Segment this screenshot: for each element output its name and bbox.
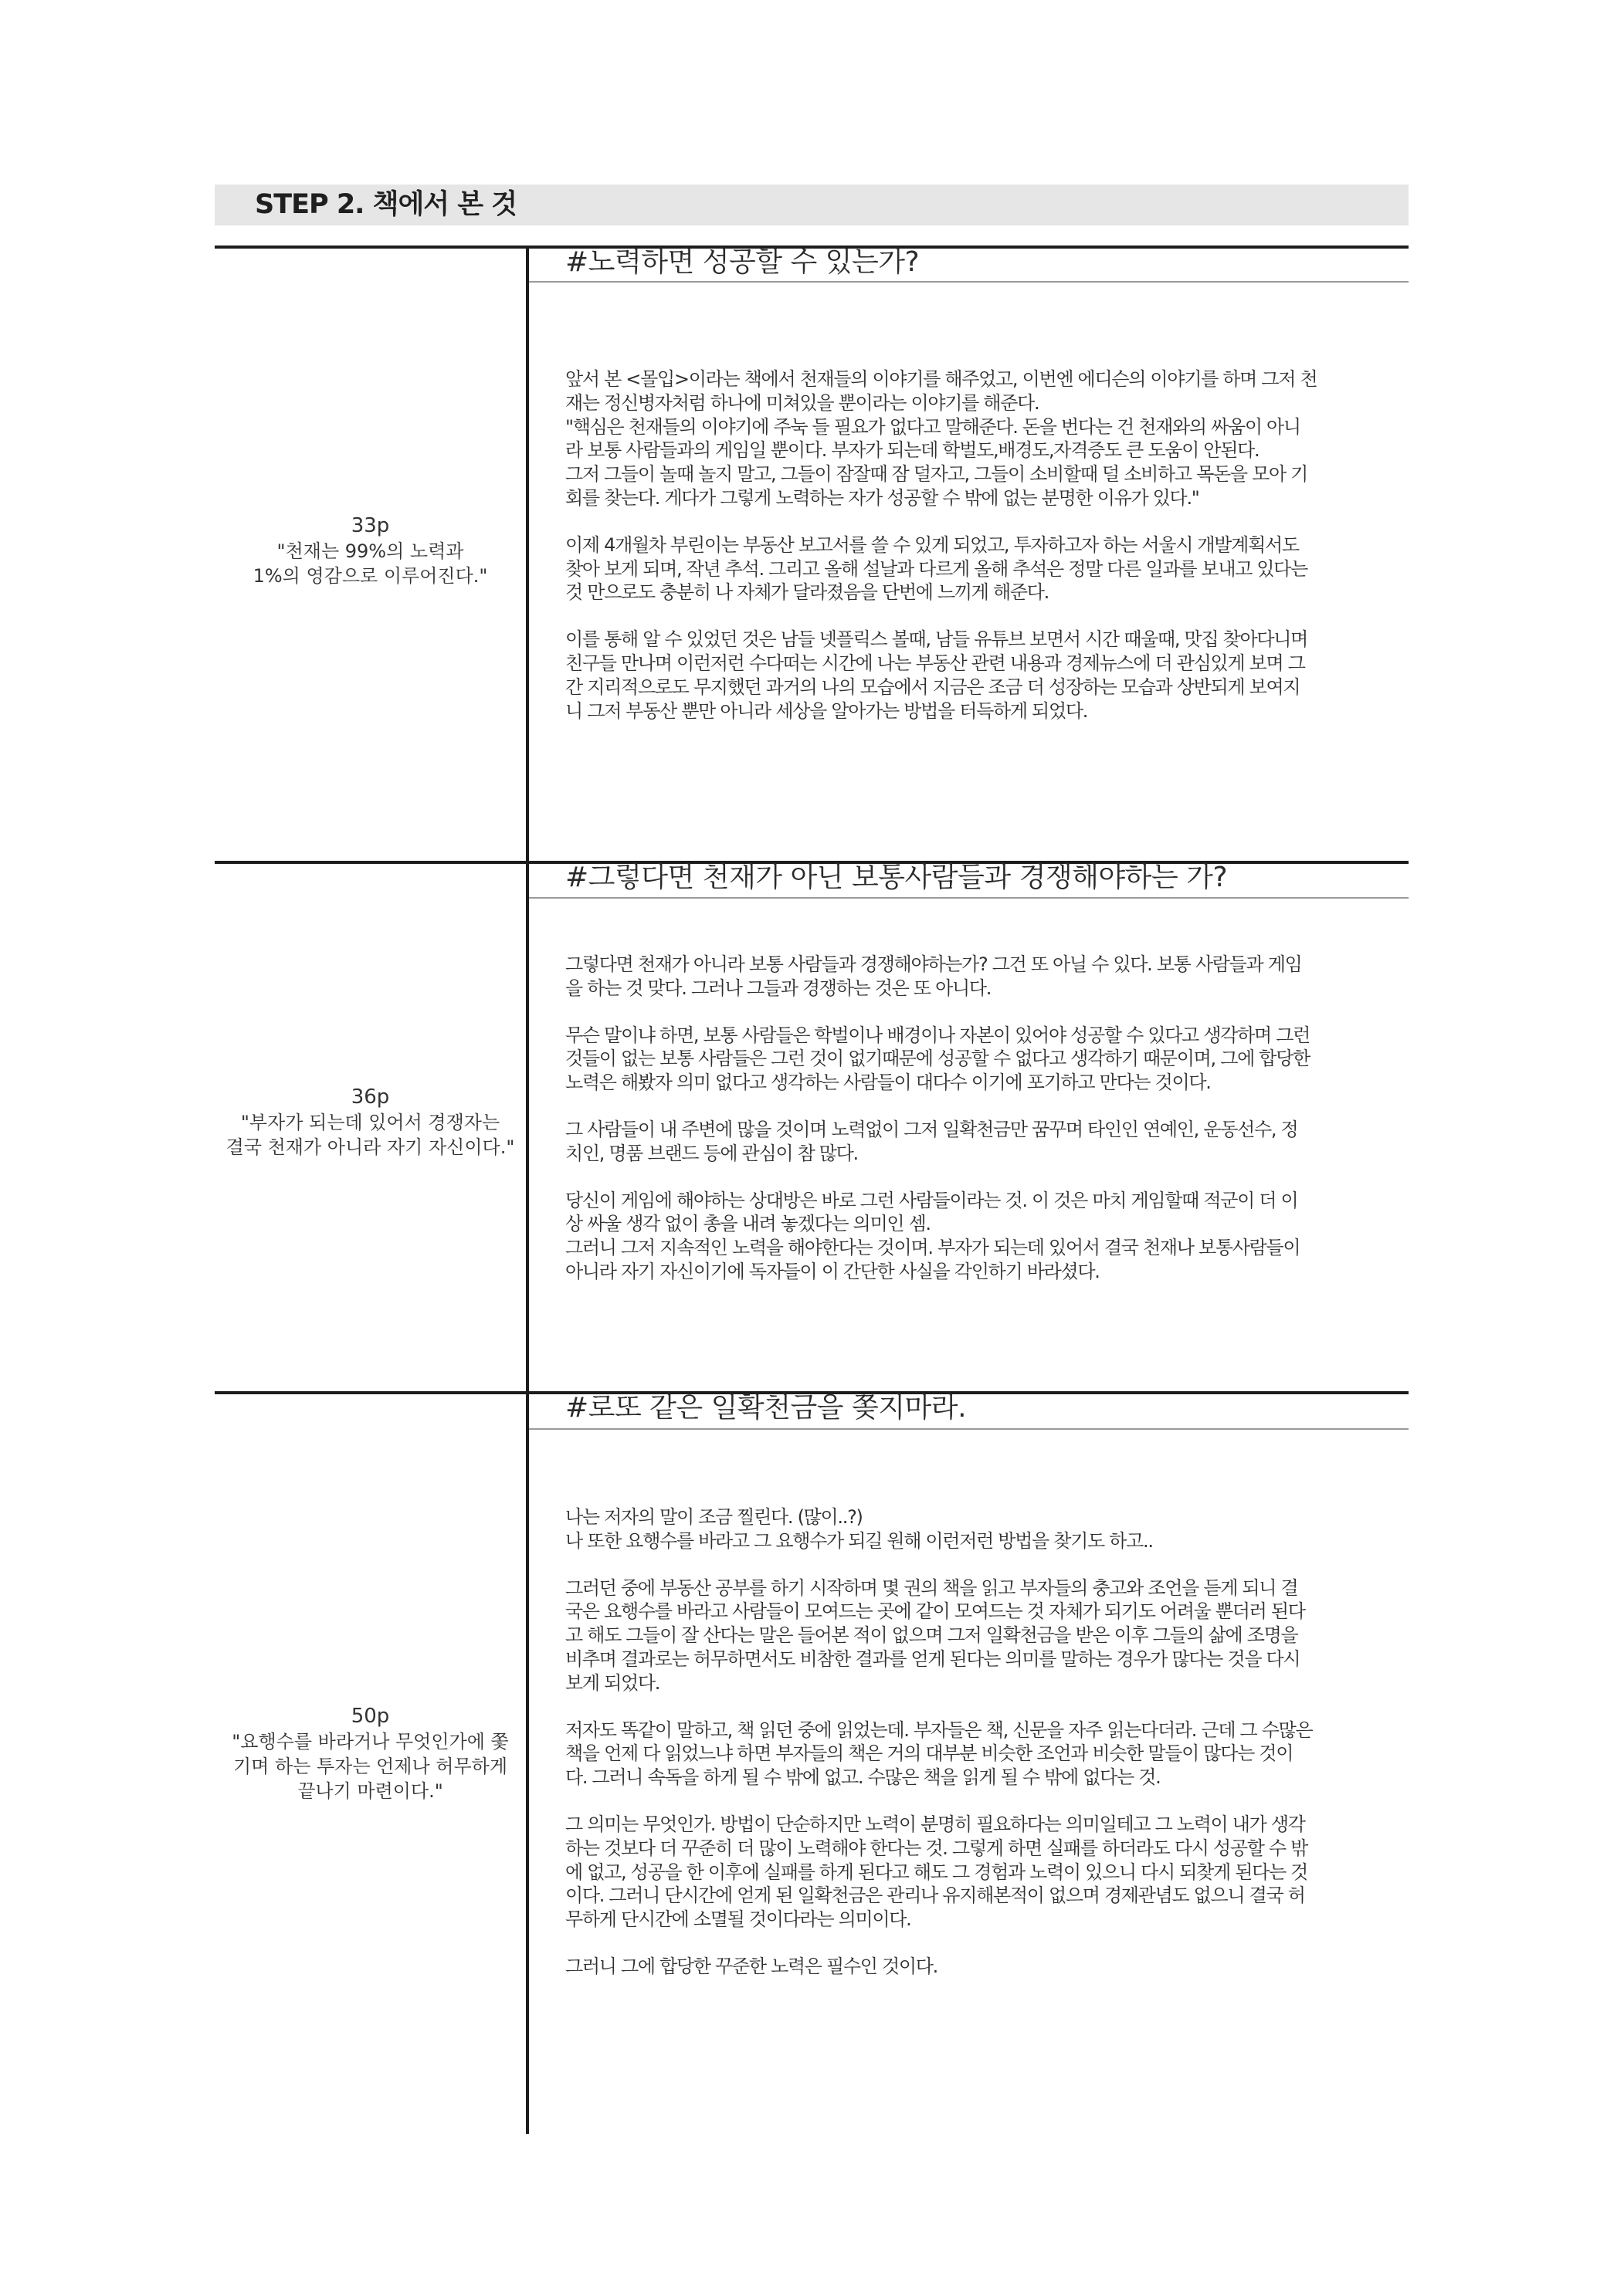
body-line: 그렇다면 천재가 아니라 보통 사람들과 경쟁해야하는가? 그건 또 아닐 수 있다. 보통 사람들과 게임 [565, 953, 1302, 975]
section-body [565, 367, 1415, 723]
body-line: 앞서 본 <몰입>이라는 책에서 천재들의 이야기를 해주었고, 이번엔 에디슨의 이야기를 하며 그저 천 [565, 368, 1317, 390]
body-line: 을 하는 것 맞다. 그러나 그들과 경쟁하는 것은 또 아니다. [565, 977, 992, 999]
quote-cell [215, 513, 526, 588]
body-line: 그 의미는 무엇인가. 방법이 단순하지만 노력이 분명히 필요하다는 의미일테고 그 노력이 내가 생각 [565, 1813, 1305, 1835]
quote-line: "요행수를 바라거나 무엇인가에 쫓 [232, 1731, 509, 1752]
body-line: 그러니 그저 지속적인 노력을 해야한다는 것이며. 부자가 되는데 있어서 결국 천재나 보통사람들이 [565, 1237, 1300, 1259]
body-line: 당신이 게임에 해야하는 상대방은 바로 그런 사람들이라는 것. 이 것은 마치 게임할때 적군이 더 이 [565, 1189, 1298, 1211]
body-line: 고 해도 그들이 잘 산다는 말은 들어본 적이 없으며 그저 일확천금을 받은 이후 그들의 삶에 조명을 [565, 1624, 1298, 1647]
body-line: 나는 저자의 말이 조금 찔린다. (많이..?) [565, 1506, 863, 1528]
paragraph [565, 1813, 1415, 1932]
body-line: 것 만으로도 충분히 나 자체가 달라졌음을 단번에 느끼게 해준다. [565, 581, 1049, 604]
page-reference: 33p [351, 514, 390, 537]
column-divider-2 [526, 861, 529, 1394]
section-1-heading-rule [529, 281, 1409, 283]
section-heading: #로또 같은 일확천금을 쫒지마라. [565, 1392, 967, 1424]
body-line: 책을 언제 다 읽었느냐 하면 부자들의 책은 거의 대부분 비슷한 조언과 비슷한 말들이 많다는 것이 [565, 1742, 1293, 1765]
section-3-heading-rule [529, 1428, 1409, 1430]
body-line: 이를 통해 알 수 있었던 것은 남들 넷플릭스 볼때, 남들 유튜브 보면서 시간 때울때, 맛집 찾아다니며 [565, 628, 1308, 651]
body-line [565, 1553, 1415, 1576]
body-line: 찾아 보게 되며, 작년 추석. 그리고 올해 설날과 다르게 올해 추석은 정말 다른 일과를 보내고 있다는 [565, 557, 1308, 580]
body-line: 그러니 그에 합당한 꾸준한 노력은 필수인 것이다. [565, 1955, 937, 1977]
body-line: 무하게 단시간에 소멸될 것이다라는 의미이다. [565, 1908, 911, 1931]
body-line: 이제 4개월차 부린이는 부동산 보고서를 쓸 수 있게 되었고, 투자하고자 하는 서울시 개발계획서도 [565, 533, 1299, 556]
step-title: STEP 2. 책에서 본 것 [215, 185, 1409, 225]
body-line: 그저 그들이 놀때 놀지 말고, 그들이 잠잘때 잠 덜자고, 그들이 소비할때 덜 소비하고 목돈을 모아 기 [565, 463, 1308, 486]
body-line: 노력은 해봤자 의미 없다고 생각하는 사람들이 대다수 이기에 포기하고 만다는 것이다. [565, 1072, 1211, 1094]
body-line: 재는 정신병자처럼 하나에 미쳐있을 뿐이라는 이야기를 해준다. [565, 391, 1039, 414]
paragraph [565, 533, 1415, 604]
quote-line: 1%의 영감으로 이루어진다." [253, 565, 488, 587]
body-line: 나 또한 요행수를 바라고 그 요행수가 되길 원해 이런저런 방법을 찾기도 하고.. [565, 1529, 1153, 1552]
body-line: 비추며 결과로는 허무하면서도 비참한 결과를 얻게 된다는 의미를 말하는 경우가 많다는 것을 다시 [565, 1647, 1300, 1670]
quote-line: "부자가 되는데 있어서 경쟁자는 [240, 1112, 500, 1133]
body-line: 친구들 만나며 이런저런 수다떠는 시간에 나는 부동산 관련 내용과 경제뉴스에 더 관심있게 보며 그 [565, 652, 1305, 674]
body-line: 에 없고, 성공을 한 이후에 실패를 하게 된다고 해도 그 경험과 노력이 있으니 다시 되찾게 된다는 것 [565, 1861, 1308, 1883]
body-line: 라 보통 사람들과의 게임일 뿐이다. 부자가 되는데 학벌도,배경도,자격증도 큰 도움이 안된다. [565, 439, 1260, 462]
quote-cell [215, 1703, 526, 1803]
section-body [565, 1505, 1415, 1979]
body-line: 회를 찾는다. 게다가 그렇게 노력하는 자가 성공할 수 밖에 없는 분명한 이유가 있다." [565, 486, 1199, 509]
body-line: 보게 되었다. [565, 1671, 660, 1694]
body-line: 상 싸울 생각 없이 총을 내려 놓겠다는 의미인 셈. [565, 1213, 931, 1235]
body-line: 치인, 명품 브랜드 등에 관심이 참 많다. [565, 1142, 858, 1164]
quote-line: "천재는 99%의 노력과 [276, 540, 464, 562]
body-line: "핵심은 천재들의 이야기에 주눅 들 필요가 없다고 말해준다. 돈을 번다는 건 천재와의 싸움이 아니 [565, 415, 1300, 438]
paragraph [565, 1719, 1415, 1790]
quote-line: 기며 하는 투자는 언제나 허무하게 [232, 1756, 508, 1777]
body-line: 간 지리적으로도 무지했던 과거의 나의 모습에서 지금은 조금 더 성장하는 모습과 상반되게 보여지 [565, 676, 1300, 698]
section-heading: #그렇다면 천재가 아닌 보통사람들과 경쟁해야하는 가? [565, 862, 1228, 893]
body-line: 다. 그러니 속독을 하게 될 수 밖에 없고. 수많은 책을 읽게 될 수 밖에 없다는 것. [565, 1766, 1161, 1789]
body-line: 하는 것보다 더 꾸준히 더 많이 노력해야 한다는 것. 그렇게 하면 실패를 하더라도 다시 성공할 수 밖 [565, 1837, 1308, 1859]
paragraph [565, 953, 1415, 1001]
paragraph [565, 628, 1415, 723]
quote-line: 끝나기 마련이다." [297, 1780, 443, 1802]
body-line: 그러던 중에 부동산 공부를 하기 시작하며 몇 권의 책을 읽고 부자들의 충고와 조언을 듣게 되니 결 [565, 1576, 1298, 1599]
quote-cell [215, 1084, 526, 1160]
section-body [565, 953, 1415, 1284]
section-heading: #노력하면 성공할 수 있는가? [565, 246, 920, 278]
section-2-heading-rule [529, 897, 1409, 899]
body-line: 아니라 자기 자신이기에 독자들이 이 간단한 사실을 각인하기 바라셨다. [565, 1260, 1100, 1282]
body-line: 것들이 없는 보통 사람들은 그런 것이 없기때문에 성공할 수 없다고 생각하기 때문이며, 그에 합당한 [565, 1048, 1310, 1070]
page-reference: 50p [351, 1705, 390, 1728]
body-line: 저자도 똑같이 말하고, 책 읽던 중에 읽었는데. 부자들은 책, 신문을 자주 읽는다더라. 근데 그 수많은 [565, 1719, 1313, 1741]
paragraph [565, 1955, 1415, 1979]
quote-line: 결국 천재가 아니라 자기 자신이다." [225, 1136, 515, 1158]
column-divider-3 [526, 1391, 529, 2134]
body-line: 니 그저 부동산 뿐만 아니라 세상을 알아가는 방법을 터득하게 되었다. [565, 699, 1088, 722]
paragraph [565, 1189, 1415, 1284]
paragraph [565, 1024, 1415, 1095]
paragraph [565, 367, 1415, 510]
body-line: 무슨 말이냐 하면, 보통 사람들은 학벌이나 배경이나 자본이 있어야 성공할 수 있다고 생각하며 그런 [565, 1024, 1310, 1046]
body-line: 그 사람들이 내 주변에 많을 것이며 노력없이 그저 일확천금만 꿈꾸며 타인인 연예인, 운동선수, 정 [565, 1118, 1298, 1140]
paragraph [565, 1118, 1415, 1166]
body-line: 국은 요행수를 바라고 사람들이 모여드는 곳에 같이 모여드는 것 자체가 되기도 어려울 뿐더러 된다 [565, 1600, 1305, 1623]
body-line: 이다. 그러니 단시간에 얻게 된 일확천금은 관리나 유지해본적이 없으며 경제관념도 없으니 결국 허 [565, 1885, 1305, 1907]
page-reference: 36p [351, 1085, 390, 1109]
column-divider-1 [526, 246, 529, 864]
paragraph [565, 1505, 1415, 1695]
